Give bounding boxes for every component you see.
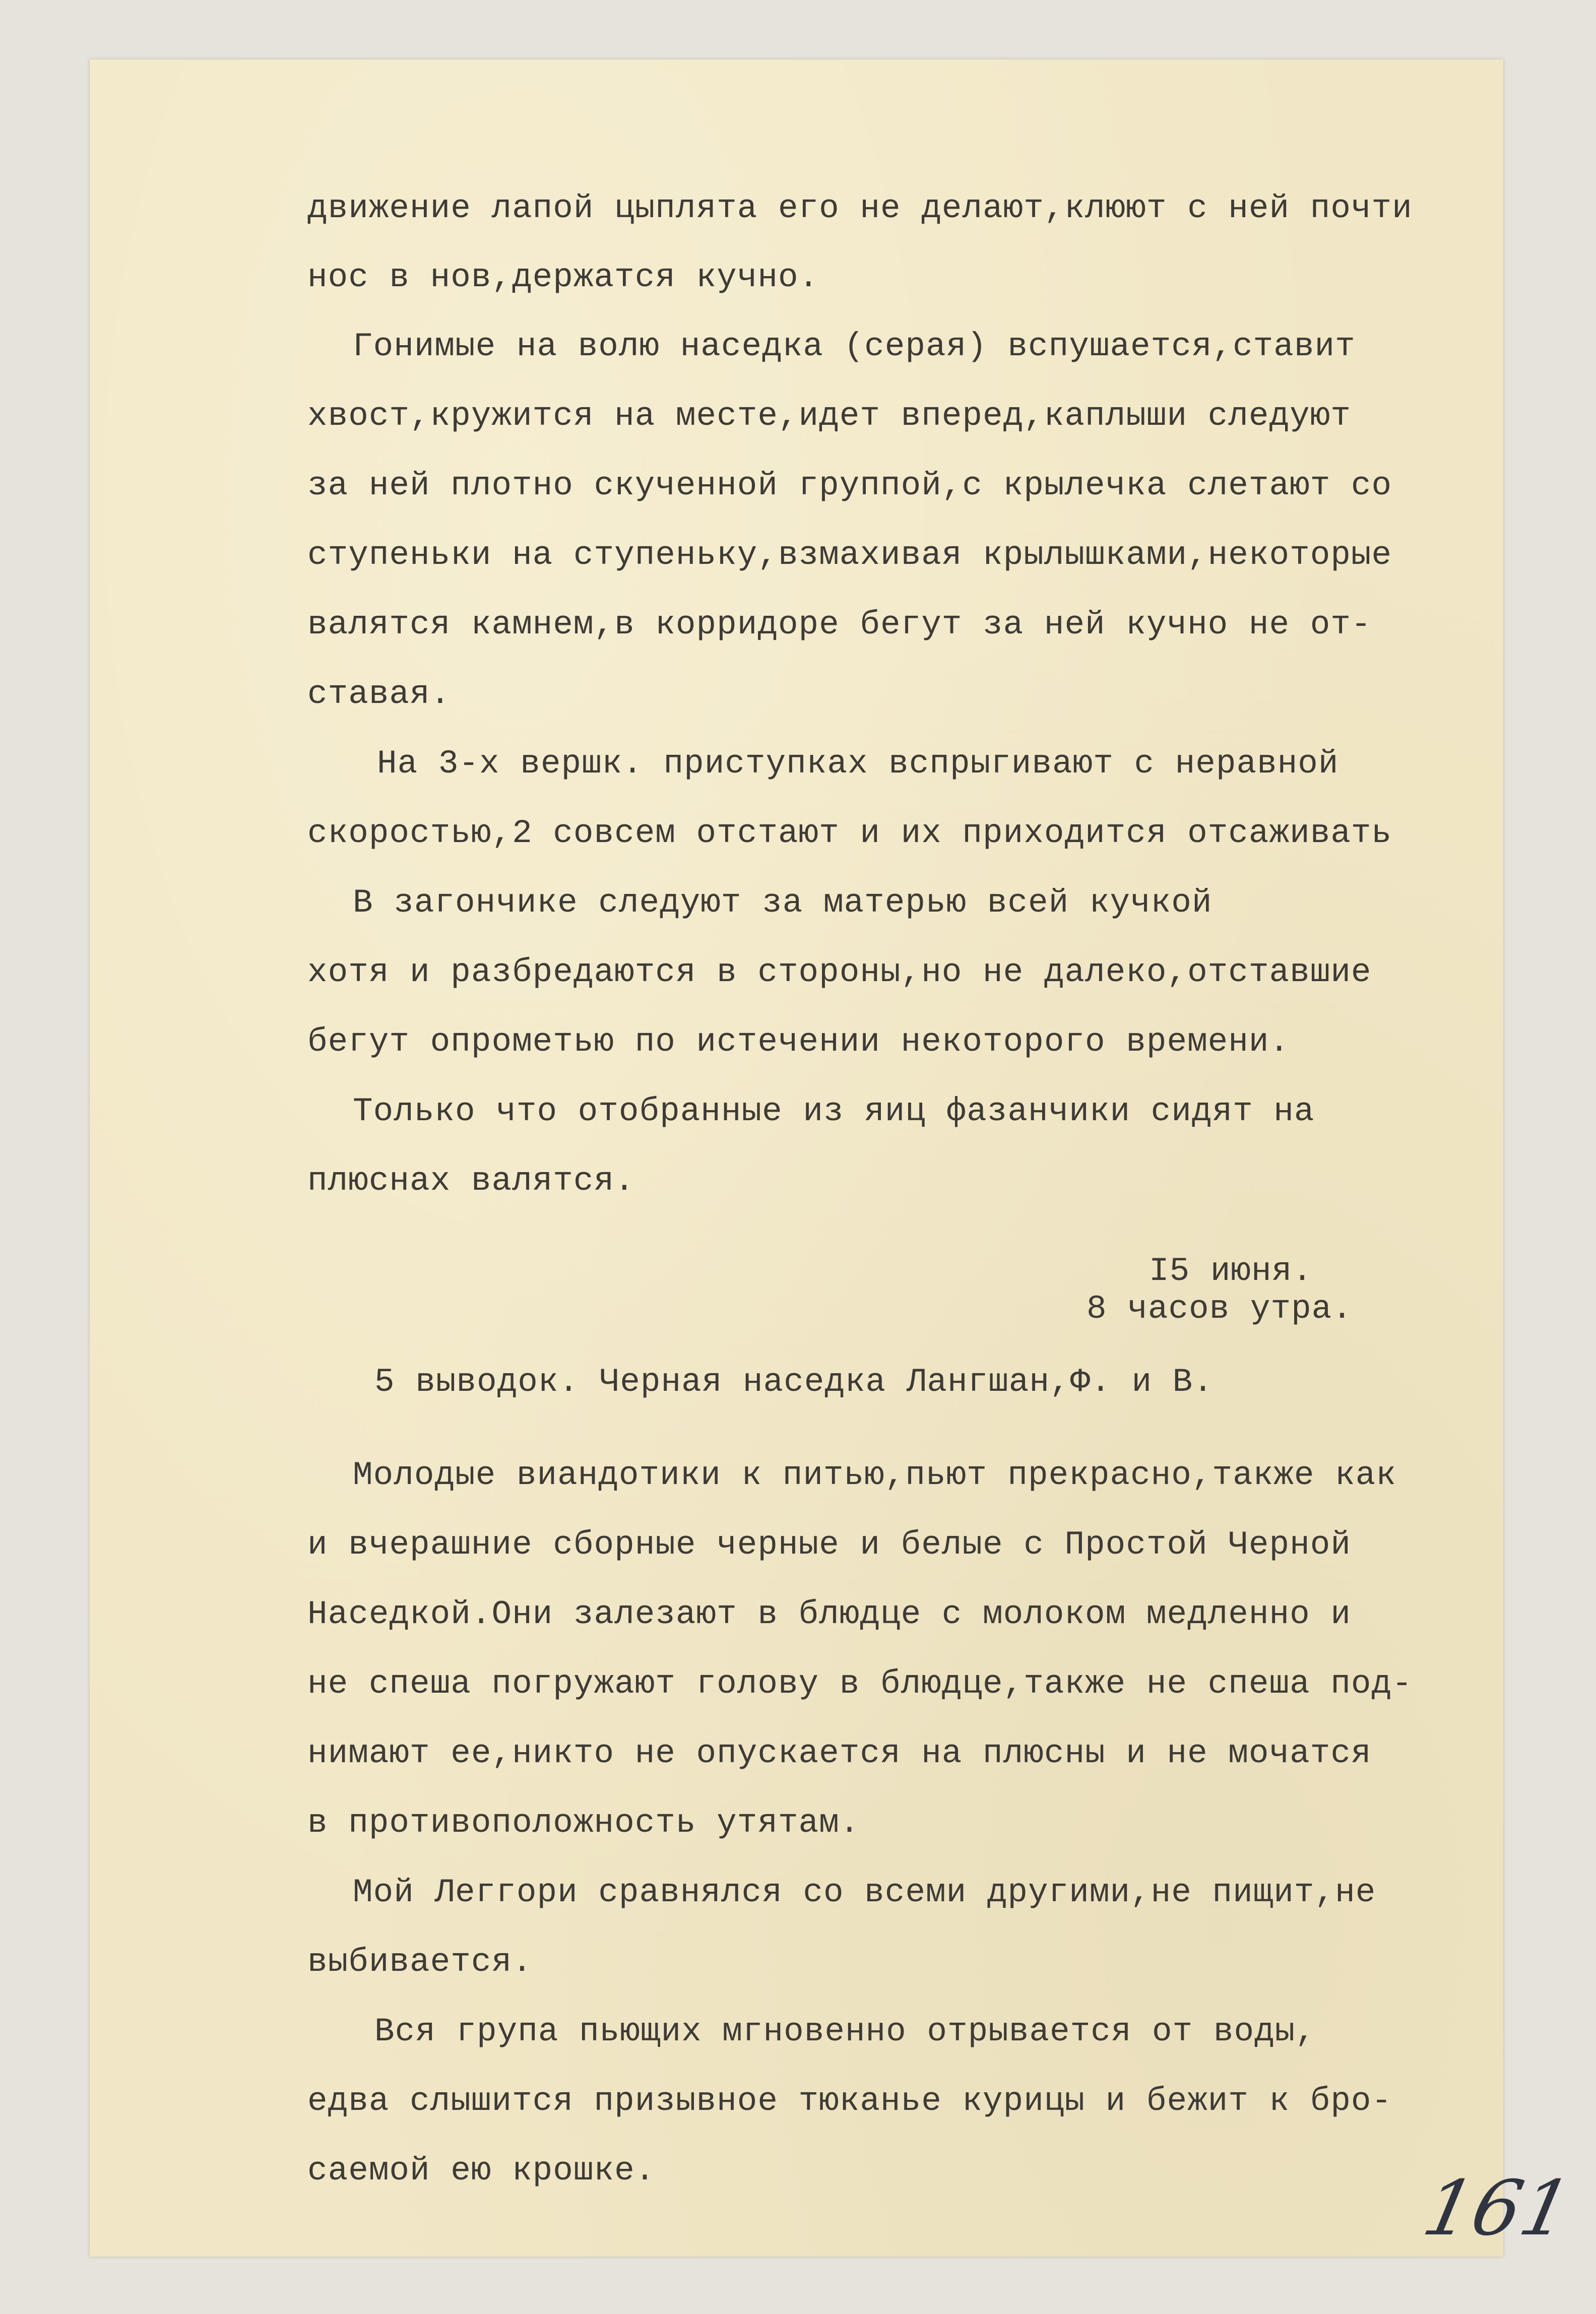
text-line: саемой ею крошке. (307, 2152, 656, 2190)
text-line: хотя и разбредаются в стороны,но не далеко,отставшие (307, 953, 1372, 991)
text-line: и вчерашние сборные черные и белые с Простой Черной (307, 1526, 1351, 1564)
time-line: 8 часов утра. (1087, 1290, 1353, 1328)
text-line: хвост,кружится на месте,идет вперед,каплыши следуют (307, 397, 1351, 435)
text-line: В загончике следуют за матерью всей кучкой (353, 884, 1212, 922)
text-line: Молодые виандотики к питью,пьют прекрасно,также как (353, 1456, 1396, 1494)
text-line: движение лапой цыплята его не делают,клюют с ней почти (307, 189, 1413, 227)
paper-sheet (90, 59, 1579, 2257)
text-line: едва слышится призывное тюканье курицы и бежит к бро- (307, 2082, 1392, 2120)
text-line: ставая. (307, 675, 451, 713)
text-line: бегут опрометью по истечении некоторого времени. (307, 1023, 1290, 1061)
text-line: Вся група пьющих мгновенно отрывается от воды, (374, 2013, 1316, 2050)
text-line: валятся камнем,в корридоре бегут за ней кучно не от- (307, 606, 1372, 644)
date-line: I5 июня. (1149, 1252, 1313, 1290)
text-line: скоростью,2 совсем отстают и их приходится отсаживать (307, 814, 1392, 852)
text-line: ступеньки на ступеньку,взмахивая крылышками,некоторые (307, 536, 1392, 574)
handwritten-page-number: 161 (1416, 2165, 1579, 2253)
text-line: Наседкой.Они залезают в блюдце с молоком медленно и (307, 1595, 1351, 1633)
text-line: Гонимые на волю наседка (серая) вспушается,ставит (353, 328, 1356, 365)
section-heading: 5 выводок. Черная наседка Лангшан,Ф. и В. (374, 1363, 1214, 1401)
text-line: выбивается. (307, 1943, 533, 1981)
text-line: в противоположность утятам. (307, 1804, 860, 1842)
text-line: Мой Леггори сравнялся со всеми другими,не пищит,не (353, 1874, 1376, 1911)
text-line: На 3-х вершк. приступках вспрыгивают с неравной (377, 745, 1339, 783)
text-line: нимают ее,никто не опускается на плюсны и не мочатся (307, 1734, 1372, 1772)
text-line: плюснах валятся. (307, 1162, 635, 1200)
text-line: не спеша погружают голову в блюдце,также не спеша под- (307, 1665, 1413, 1703)
text-line: Только что отобранные из яиц фазанчики сидят на (353, 1092, 1315, 1130)
text-line: нос в нов,держатся кучно. (307, 259, 819, 296)
text-line: за ней плотно скученной группой,с крылечка слетают со (307, 467, 1392, 504)
